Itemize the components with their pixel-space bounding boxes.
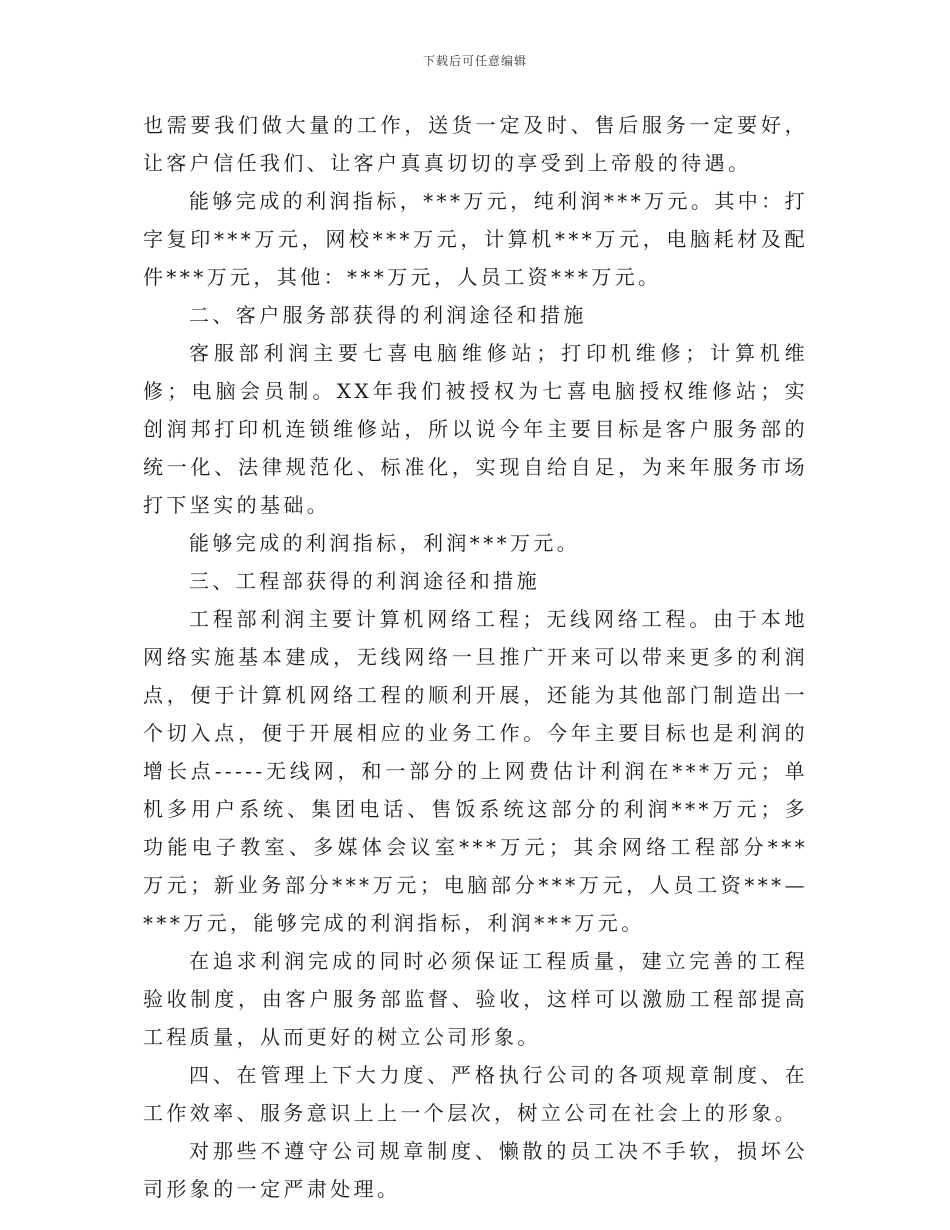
paragraph-intro-continuation: 也需要我们做大量的工作，送货一定及时、售后服务一定要好，让客户信任我们、让客户真真切切的享受到上帝般的待遇。 — [143, 113, 808, 175]
page-header: 下载后可任意编辑 — [422, 54, 527, 68]
paragraph-profit-target-1: 能够完成的利润指标，***万元，纯利润***万元。其中：打字复印***万元，网校***万元，计算机***万元，电脑耗材及配件***万元，其他：***万元，人员工资***万元。 — [143, 189, 808, 289]
paragraph-engineering-quality: 在追求利润完成的同时必须保证工程质量，建立完善的工程验收制度，由客户服务部监督、验收，这样可以激励工程部提高工程质量，从而更好的树立公司形象。 — [143, 949, 808, 1049]
section-heading-customer-service: 二、客户服务部获得的利润途径和措施 — [189, 303, 587, 327]
paragraph-engineering: 工程部利润主要计算机网络工程；无线网络工程。由于本地网络实施基本建成，无线网络一旦推广开来可以带来更多的利润点，便于计算机网络工程的顺利开展，还能为其他部门制造出一个切入点，便于开展相应的业务工作。今年主要目标也是利润的增长点-----无线网，和一部分的上网费估计利润在***万元；单机多用户系统、集团电话、售饭系统这部分的利润***万元；多功能电子教室、多媒体会议室***万元；其余网络工程部分***万元；新业务部分***万元；电脑部分***万元，人员工资***—***万元，能够完成的利润指标，利润***万元。 — [143, 607, 808, 935]
document-body — [143, 106, 808, 1208]
section-heading-engineering: 三、工程部获得的利润途径和措施 — [189, 569, 540, 593]
section-heading-management: 四、在管理上下大力度、严格执行公司的各项规章制度、在工作效率、服务意识上上一个层次，树立公司在社会上的形象。 — [143, 1063, 808, 1125]
paragraph-discipline: 对那些不遵守公司规章制度、懒散的员工决不手软，损坏公司形象的一定严肃处理。 — [143, 1139, 808, 1201]
paragraph-customer-service: 客服部利润主要七喜电脑维修站；打印机维修；计算机维修；电脑会员制。XX年我们被授权为七喜电脑授权维修站；实创润邦打印机连锁维修站，所以说今年主要目标是客户服务部的统一化、法律规范化、标准化，实现自给自足，为来年服务市场打下坚实的基础。 — [143, 341, 808, 517]
paragraph-profit-target-2: 能够完成的利润指标，利润***万元。 — [189, 531, 581, 555]
